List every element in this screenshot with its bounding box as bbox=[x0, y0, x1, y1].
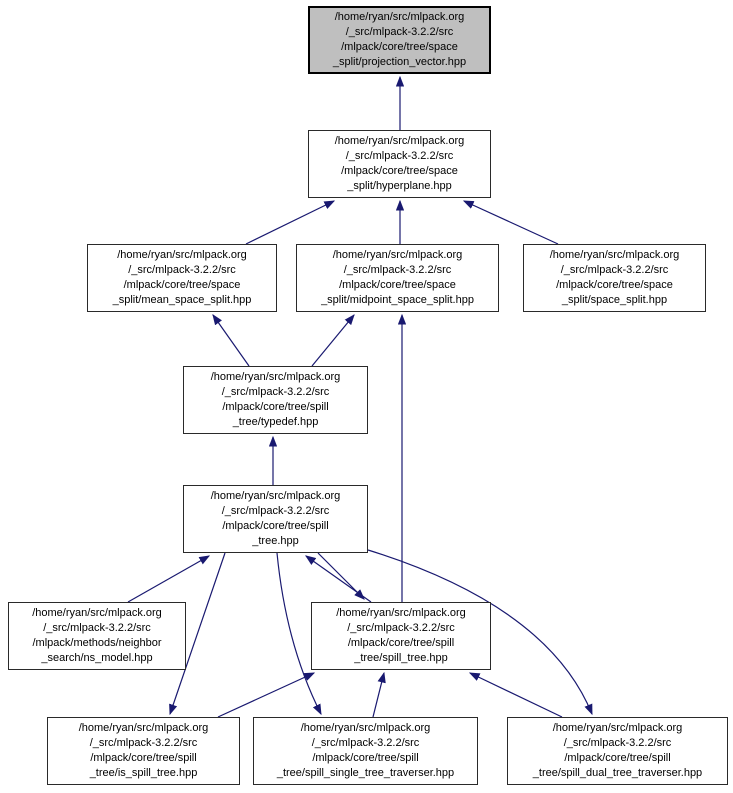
graph-node-label-line: /mlpack/core/tree/spill bbox=[312, 752, 419, 764]
include-edge-is-spill-tree-to-spill-tree bbox=[218, 673, 314, 717]
graph-node-label-line: _search/ns_model.hpp bbox=[41, 652, 153, 664]
graph-node-label-line: /mlpack/core/tree/spill bbox=[90, 752, 197, 764]
graph-node-label-line: /home/ryan/src/mlpack.org bbox=[117, 249, 247, 261]
graph-node-label-line: _tree/typedef.hpp bbox=[232, 416, 319, 428]
graph-node-label-line: /mlpack/core/tree/space bbox=[339, 279, 456, 291]
graph-node-spill-tree-umbrella[interactable] bbox=[183, 485, 368, 553]
graph-node-label-line: /mlpack/core/tree/space bbox=[341, 165, 458, 177]
graph-node-label-line: /home/ryan/src/mlpack.org bbox=[334, 135, 465, 147]
graph-node-label-line: /home/ryan/src/mlpack.org bbox=[552, 722, 683, 734]
graph-node-label-line: /_src/mlpack-3.2.2/src bbox=[347, 622, 455, 634]
include-edge-spill-typedef-to-midpoint-space-split bbox=[312, 315, 354, 366]
graph-node-label-line: /mlpack/methods/neighbor bbox=[32, 637, 162, 649]
graph-node-label-line: /_src/mlpack-3.2.2/src bbox=[343, 264, 452, 276]
graph-node-label-line: /home/ryan/src/mlpack.org bbox=[334, 11, 465, 23]
graph-node-label-line: /mlpack/core/tree/space bbox=[341, 41, 458, 53]
graph-node-label-line: /home/ryan/src/mlpack.org bbox=[210, 371, 341, 383]
graph-node-projection-vector[interactable] bbox=[308, 6, 491, 74]
graph-node-label-line: /home/ryan/src/mlpack.org bbox=[549, 249, 680, 261]
graph-node-midpoint-space-split[interactable] bbox=[296, 244, 499, 312]
include-edge-spill-dual-tree-traverser-to-spill-tree bbox=[470, 673, 562, 717]
graph-node-label-line: _tree/spill_single_tree_traverser.hpp bbox=[276, 767, 455, 779]
include-edge-space-split-to-hyperplane bbox=[464, 201, 558, 244]
graph-node-is-spill-tree[interactable] bbox=[47, 717, 240, 785]
graph-node-label-line: /home/ryan/src/mlpack.org bbox=[32, 607, 162, 619]
graph-node-spill-tree[interactable] bbox=[311, 602, 491, 670]
graph-node-label-line: /home/ryan/src/mlpack.org bbox=[332, 249, 463, 261]
include-edge-ns-model-to-spill-tree-umbrella bbox=[128, 556, 209, 602]
graph-node-label-line: /mlpack/core/tree/spill bbox=[564, 752, 671, 764]
graph-node-label-line: /_src/mlpack-3.2.2/src bbox=[345, 26, 454, 38]
graph-node-spill-typedef[interactable] bbox=[183, 366, 368, 434]
graph-node-space-split[interactable] bbox=[523, 244, 706, 312]
graph-node-label-line: /mlpack/core/tree/spill bbox=[347, 637, 455, 649]
graph-node-label-line: /_src/mlpack-3.2.2/src bbox=[221, 386, 330, 398]
graph-node-label-line: _tree/is_spill_tree.hpp bbox=[89, 767, 198, 779]
include-edge-mean-space-split-to-hyperplane bbox=[246, 201, 334, 244]
graph-node-label-line: /mlpack/core/tree/spill bbox=[222, 520, 329, 532]
include-edge-spill-tree-to-spill-tree-umbrella bbox=[306, 556, 371, 602]
graph-node-label-line: _split/projection_vector.hpp bbox=[332, 56, 467, 68]
graph-node-spill-dual-tree-traverser[interactable] bbox=[507, 717, 728, 785]
graph-node-label-line: /_src/mlpack-3.2.2/src bbox=[563, 737, 672, 749]
include-edge-spill-single-tree-traverser-to-spill-tree bbox=[373, 673, 384, 717]
graph-node-label-line: /_src/mlpack-3.2.2/src bbox=[128, 264, 236, 276]
graph-node-mean-space-split[interactable] bbox=[87, 244, 277, 312]
graph-node-label-line: /mlpack/core/tree/space bbox=[123, 279, 241, 291]
graph-node-label-line: /home/ryan/src/mlpack.org bbox=[78, 722, 209, 734]
graph-node-hyperplane[interactable] bbox=[308, 130, 491, 198]
graph-node-label-line: /_src/mlpack-3.2.2/src bbox=[221, 505, 330, 517]
graph-node-label-line: _split/mean_space_split.hpp bbox=[112, 294, 252, 306]
graph-node-label-line: _split/hyperplane.hpp bbox=[347, 180, 452, 192]
graph-node-label-line: /mlpack/core/tree/space bbox=[556, 279, 673, 291]
graph-node-label-line: /mlpack/core/tree/spill bbox=[222, 401, 329, 413]
include-edge-spill-typedef-to-mean-space-split bbox=[213, 315, 249, 366]
graph-node-spill-single-tree-traverser[interactable] bbox=[253, 717, 478, 785]
graph-node-label-line: /_src/mlpack-3.2.2/src bbox=[89, 737, 198, 749]
graph-node-label-line: _split/space_split.hpp bbox=[561, 294, 668, 306]
graph-node-label-line: /home/ryan/src/mlpack.org bbox=[210, 490, 341, 502]
graph-node-label-line: _tree/spill_tree.hpp bbox=[354, 652, 448, 664]
graph-node-ns-model[interactable] bbox=[8, 602, 186, 670]
graph-node-label-line: /home/ryan/src/mlpack.org bbox=[336, 607, 466, 619]
graph-node-label-line: /_src/mlpack-3.2.2/src bbox=[560, 264, 669, 276]
include-edge-spill-tree-umbrella-to-spill-tree bbox=[318, 553, 364, 599]
graph-node-label-line: /_src/mlpack-3.2.2/src bbox=[311, 737, 420, 749]
graph-node-label-line: _split/midpoint_space_split.hpp bbox=[321, 294, 474, 306]
graph-node-label-line: /home/ryan/src/mlpack.org bbox=[300, 722, 431, 734]
graph-node-label-line: _tree/spill_dual_tree_traverser.hpp bbox=[532, 767, 703, 779]
graph-node-label-line: /_src/mlpack-3.2.2/src bbox=[345, 150, 454, 162]
graph-node-label-line: _tree.hpp bbox=[252, 535, 299, 547]
graph-node-label-line: /_src/mlpack-3.2.2/src bbox=[43, 622, 151, 634]
